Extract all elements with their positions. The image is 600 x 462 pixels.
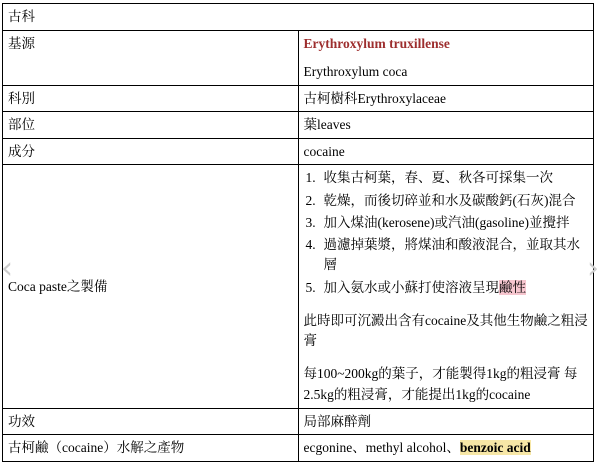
list-item: 過濾掉葉漿，將煤油和酸液混合，並取其水層 — [323, 237, 580, 273]
list-item-step5: 加入氨水或小蘇打使溶液呈現鹼性 — [323, 279, 526, 295]
row-label-source: 基源 — [3, 30, 299, 85]
row-value-coca-paste — [298, 165, 594, 409]
row-label-hydrolysis: 古柯鹼（cocaine）水解之產物 — [3, 435, 299, 462]
species-name-plain: Erythroxylum coca — [303, 64, 408, 80]
highlight-benzoic-acid: benzoic acid — [459, 440, 531, 456]
list-item: 乾燥，而後切碎並和水及碳酸鈣(石灰)混合 — [323, 192, 576, 208]
table-row — [3, 165, 594, 409]
table-row — [3, 4, 594, 31]
document-title: 古科 — [3, 4, 594, 31]
table-row — [3, 85, 594, 112]
table-row — [3, 30, 594, 85]
previous-page-arrow-icon[interactable]: ‹ — [1, 251, 13, 286]
preparation-steps-list — [304, 168, 589, 298]
preparation-paragraph-2: 每100~200kg的葉子，才能製得1kg的粗浸膏 每2.5kg的粗浸膏，才能提出1kg的cocaine — [303, 366, 578, 402]
table-row — [3, 112, 594, 139]
document-page — [0, 3, 600, 456]
coca-info-table — [2, 3, 594, 462]
row-value-effect: 局部麻醉劑 — [298, 408, 594, 435]
highlight-alkaline: 鹼性 — [499, 279, 526, 295]
row-value-part: 葉leaves — [298, 112, 594, 139]
row-value-source — [298, 30, 594, 85]
row-value-family: 古柯樹科Erythroxylaceae — [298, 85, 594, 112]
row-label-family: 科別 — [3, 85, 299, 112]
list-item: 收集古柯葉，春、夏、秋各可採集一次 — [323, 170, 553, 186]
table-row — [3, 138, 594, 165]
species-name-bold: Erythroxylum truxillense — [303, 35, 450, 51]
list-item: 加入煤油(kerosene)或汽油(gasoline)並攪拌 — [323, 214, 570, 230]
row-label-coca-paste: Coca paste之製備 — [3, 165, 299, 409]
row-label-component: 成分 — [3, 138, 299, 165]
table-row — [3, 408, 594, 435]
preparation-paragraph-1: 此時即可沉澱出含有cocaine及其他生物鹼之粗浸膏 — [303, 312, 588, 349]
row-value-component: cocaine — [298, 138, 594, 165]
hydrolysis-products-prefix: ecgonine、methyl alcohol、 — [303, 440, 460, 456]
row-label-part: 部位 — [3, 112, 299, 139]
row-label-effect: 功效 — [3, 408, 299, 435]
next-page-arrow-icon[interactable]: › — [587, 251, 599, 286]
